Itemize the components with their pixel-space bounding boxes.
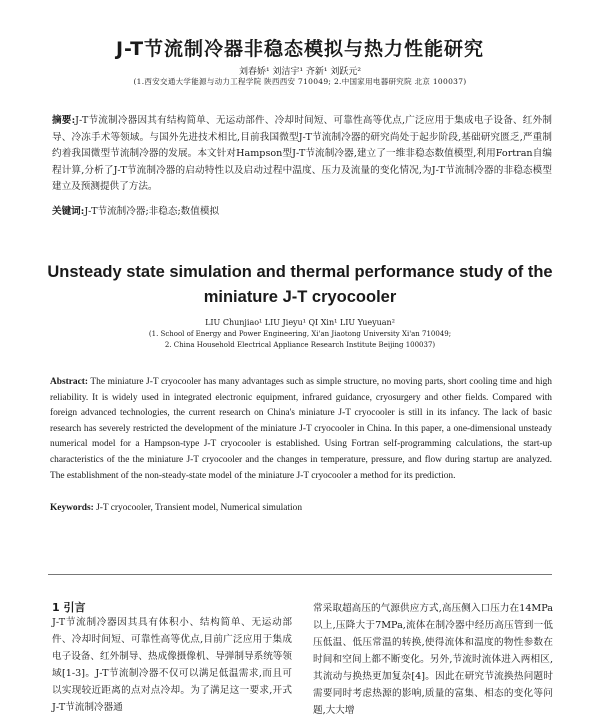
en-affiliation <box>0 329 600 351</box>
section-heading: 1 引言 <box>52 601 86 614</box>
cn-authors: 刘春娇¹ 刘洁宇¹ 齐新¹ 刘跃元² <box>238 67 361 77</box>
cn-title: J-T节流制冷器非稳态模拟与热力性能研究 <box>115 38 485 60</box>
cn-abstract-label: 摘要: <box>52 115 76 126</box>
en-keywords <box>50 503 552 513</box>
en-title: Unsteady state simulation and thermal performance study of the miniature J-T cryocooler <box>47 263 553 306</box>
en-affiliation-line-1: (1. School of Energy and Power Engineering, Xi'an Jiaotong University Xi'an 710049; <box>148 330 452 338</box>
cn-abstract-text: J-T节流制冷器因其有结构简单、无运动部件、冷却时间短、可靠性高等优点,广泛应用于集成电子设备、红外制导、冷冻手术等领域。与国外先进技术相比,目前我国微型J-T节流制冷器的研究尚处于起步阶段,基础研究匮乏,严重制约着我国微型节流制冷器的发展。本文针对Hampson型J-T节流制冷器,建立了一维非稳态数值模型,利用Fortran自编程计算,分析了J-T节流制冷器的启动特性以及启动过程中温度、压力及流量的变化情况,为J-T节流制冷器的非稳态模型建立及预测提供了方法。 <box>52 115 552 193</box>
en-abstract <box>50 375 552 484</box>
en-abstract-text: The miniature J-T cryocooler has many advantages such as simple structure, no moving parts, short cooling time and high reliability. It is widely used in integrated electronic equipment, infrared guidance, cryosurgery and other fields. Compared with foreign advanced technologies, the current research on China's miniature J-T cryocooler is still in its infancy. The lack of basic research has severely restricted the development of the miniature J-T cryocooler in China. In this paper, a one-dimensional unsteady numerical model for a Hampson-type J-T cryocooler is established. Using Fortran self-programming calculations, the start-up characteristics of the the miniature J-T cryocooler and the changes in temperature, pressure, and flow during startup are analyzed. The establishment of the non-steady-state model of the miniature J-T cryocooler a method for its prediction. <box>50 377 552 481</box>
en-abstract-label: Abstract: <box>50 377 89 387</box>
body-right-column: 常采取超高压的气源供应方式,高压侧入口压力在14MPa以上,压降大于7MPa,流体在制冷器中经历高压管到一低压低温、低压常温的转换,使得流体和温度的物性参数在时间和空间上都不断变化。另外,节流时流体进入两相区,其流动与换热更加复杂[4]。因此在研究节流换热问题时需要同时考虑热源的影响,质量的富集、相态的变化等问题,大大增 <box>313 603 553 716</box>
cn-affiliation: (1.西安交通大学能源与动力工程学院 陕西西安 710049; 2.中国家用电器研究院 北京 100037) <box>133 77 467 86</box>
cn-keywords-label: 关键词: <box>52 206 85 217</box>
en-keywords-text: J-T cryocooler, Transient model, Numerical simulation <box>96 503 303 513</box>
section-divider <box>48 574 552 575</box>
en-keywords-label: Keywords: <box>50 503 94 513</box>
body-left-column: J-T节流制冷器因其具有体积小、结构简单、无运动部件、冷却时间短、可靠性高等优点,目前广泛应用于集成电子设备、红外制导、热成像摄像机、导弹制导系统等领域[1-3]。J-T节流制冷器不仅可以满足低温需求,而且可以实现较近距离的点对点冷却。为了满足这一要求,开式J-T节流制冷器通 <box>52 617 292 713</box>
cn-keywords-text: J-T节流制冷器;非稳态;数值模拟 <box>84 206 220 217</box>
en-authors: LIU Chunjiao¹ LIU Jieyu¹ QI Xin¹ LIU Yueyuan² <box>205 318 395 327</box>
en-affiliation-line-2: 2. China Household Electrical Appliance Research Institute Beijing 100037) <box>164 341 436 349</box>
cn-keywords <box>52 203 552 217</box>
cn-abstract <box>52 113 552 196</box>
